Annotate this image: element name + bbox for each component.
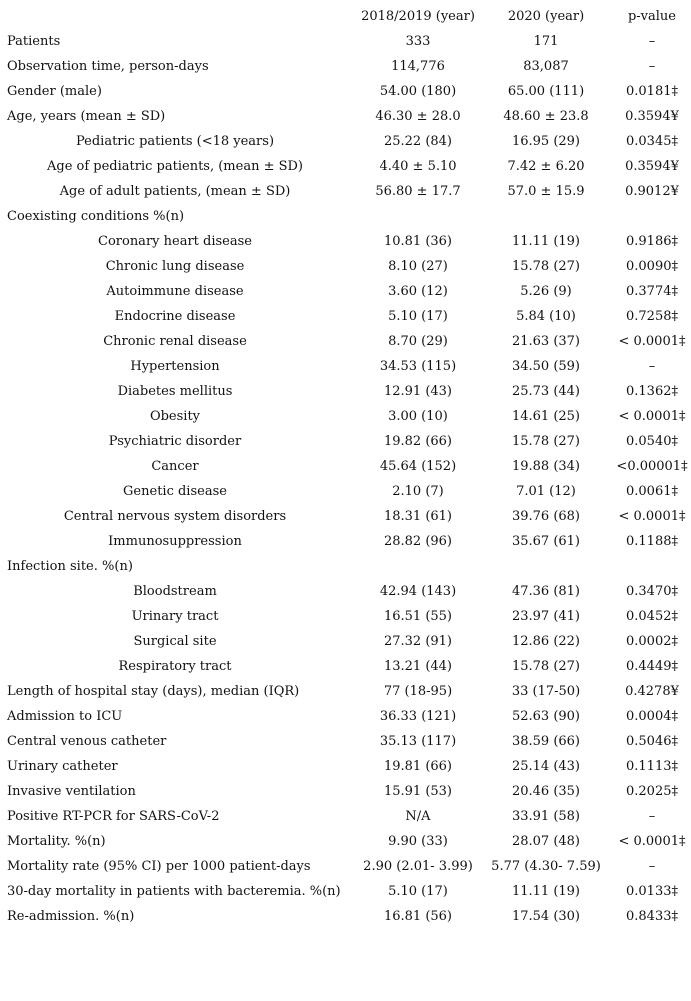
table-row	[0, 704, 691, 729]
table-row	[0, 654, 691, 679]
value-2018-2019: 114,776	[391, 59, 445, 74]
row-label: Age, years (mean ± SD)	[7, 109, 166, 124]
p-value	[606, 554, 691, 579]
value-2018-2019: 25.22 (84)	[383, 134, 453, 149]
value-2020: 11.11 (19)	[511, 884, 581, 899]
table-row	[0, 479, 691, 504]
value-2020: 33.91 (58)	[511, 809, 581, 824]
row-label: Age of adult patients, (mean ± SD)	[59, 184, 291, 199]
table-row	[0, 804, 691, 829]
value-2020: 39.76 (68)	[511, 509, 581, 524]
table-row	[0, 304, 691, 329]
table-row	[0, 154, 691, 179]
value-2018-2019: 8.10 (27)	[388, 259, 448, 274]
value-2020: 15.78 (27)	[511, 259, 581, 274]
value-2020: 15.78 (27)	[511, 659, 581, 674]
table-row	[0, 504, 691, 529]
table-row	[0, 404, 691, 429]
p-value: 0.4449‡	[626, 659, 678, 674]
value-2020: 83,087	[523, 59, 569, 74]
p-value: 0.4278¥	[625, 684, 679, 699]
p-value: 0.0181‡	[626, 84, 678, 99]
value-2018-2019: 2.10 (7)	[392, 484, 444, 499]
p-value: 0.0345‡	[626, 134, 678, 149]
table-row	[0, 129, 691, 154]
row-label: Patients	[7, 34, 61, 49]
table-row	[0, 454, 691, 479]
row-label: Re-admission. %(n)	[7, 909, 135, 924]
value-2018-2019	[350, 204, 486, 229]
row-label: Mortality rate (95% CI) per 1000 patient-days	[7, 859, 311, 874]
value-2018-2019: 56.80 ± 17.7	[375, 184, 461, 199]
table-row	[0, 579, 691, 604]
value-2020: 28.07 (48)	[511, 834, 581, 849]
header-p-value: p-value	[627, 9, 677, 24]
table-row	[0, 379, 691, 404]
table-row	[0, 854, 691, 879]
table-row	[0, 829, 691, 854]
p-value: 0.0540‡	[626, 434, 678, 449]
value-2018-2019: 9.90 (33)	[388, 834, 448, 849]
table-row	[0, 679, 691, 704]
p-value: –	[648, 809, 656, 824]
value-2020: 38.59 (66)	[511, 734, 581, 749]
row-label: Obesity	[149, 409, 201, 424]
value-2020: 25.14 (43)	[511, 759, 581, 774]
value-2020: 47.36 (81)	[511, 584, 581, 599]
table-row	[0, 229, 691, 254]
p-value: –	[648, 59, 656, 74]
value-2020: 11.11 (19)	[511, 234, 581, 249]
p-value: < 0.0001‡	[618, 409, 686, 424]
value-2018-2019: 42.94 (143)	[379, 584, 457, 599]
p-value: 0.3594¥	[625, 109, 679, 124]
value-2020: 35.67 (61)	[511, 534, 581, 549]
value-2018-2019: 2.90 (2.01- 3.99)	[363, 859, 473, 874]
value-2020: 7.01 (12)	[516, 484, 576, 499]
table-row	[0, 779, 691, 804]
p-value: 0.8433‡	[626, 909, 678, 924]
p-value: 0.9012¥	[625, 184, 679, 199]
row-label: Respiratory tract	[118, 659, 232, 674]
value-2018-2019: 4.40 ± 5.10	[379, 159, 457, 174]
p-value: 0.3594¥	[625, 159, 679, 174]
p-value: 0.0090‡	[626, 259, 678, 274]
row-label: Urinary catheter	[7, 759, 118, 774]
row-label: Admission to ICU	[7, 709, 123, 724]
value-2020: 23.97 (41)	[511, 609, 581, 624]
value-2018-2019: N/A	[405, 809, 431, 824]
value-2020: 19.88 (34)	[511, 459, 581, 474]
row-label: 30-day mortality in patients with bacteremia. %(n)	[7, 884, 341, 899]
table-row	[0, 729, 691, 754]
p-value: 0.0004‡	[626, 709, 678, 724]
row-label: Hypertension	[130, 359, 220, 374]
p-value	[606, 204, 691, 229]
value-2018-2019: 46.30 ± 28.0	[375, 109, 461, 124]
p-value: 0.2025‡	[626, 784, 678, 799]
value-2020: 34.50 (59)	[511, 359, 581, 374]
value-2020	[486, 204, 606, 229]
p-value: –	[648, 359, 656, 374]
row-label: Coexisting conditions %(n)	[7, 209, 185, 224]
value-2018-2019: 36.33 (121)	[379, 709, 457, 724]
table-row	[0, 354, 691, 379]
value-2020: 65.00 (111)	[507, 84, 585, 99]
row-label: Infection site. %(n)	[7, 559, 133, 574]
value-2018-2019: 16.81 (56)	[383, 909, 453, 924]
table-row	[0, 754, 691, 779]
header-2018-2019: 2018/2019 (year)	[361, 9, 475, 24]
value-2020: 33 (17-50)	[511, 684, 581, 699]
table-row	[0, 604, 691, 629]
value-2020: 25.73 (44)	[511, 384, 581, 399]
value-2020: 16.95 (29)	[511, 134, 581, 149]
row-label: Central venous catheter	[7, 734, 167, 749]
p-value: <0.00001‡	[616, 459, 688, 474]
value-2020: 14.61 (25)	[511, 409, 581, 424]
p-value: 0.0452‡	[626, 609, 678, 624]
row-label: Chronic lung disease	[105, 259, 245, 274]
row-label: Cancer	[151, 459, 199, 474]
p-value: 0.7258‡	[626, 309, 678, 324]
row-label: Mortality. %(n)	[7, 834, 106, 849]
row-label: Surgical site	[133, 634, 217, 649]
row-label: Central nervous system disorders	[63, 509, 287, 524]
p-value: 0.0133‡	[626, 884, 678, 899]
row-label: Urinary tract	[131, 609, 219, 624]
table-row	[0, 429, 691, 454]
row-label: Endocrine disease	[114, 309, 236, 324]
value-2020: 52.63 (90)	[511, 709, 581, 724]
value-2020: 171	[533, 34, 559, 49]
value-2020: 12.86 (22)	[511, 634, 581, 649]
value-2020: 5.84 (10)	[516, 309, 576, 324]
value-2018-2019	[350, 554, 486, 579]
value-2018-2019: 35.13 (117)	[379, 734, 457, 749]
value-2020: 5.77 (4.30- 7.59)	[491, 859, 601, 874]
value-2020: 48.60 ± 23.8	[503, 109, 589, 124]
table-row	[0, 254, 691, 279]
row-label: Chronic renal disease	[103, 334, 247, 349]
row-label: Observation time, person-days	[7, 59, 209, 74]
row-label: Pediatric patients (<18 years)	[75, 134, 275, 149]
p-value: 0.3470‡	[626, 584, 678, 599]
table-row	[0, 904, 691, 929]
value-2018-2019: 10.81 (36)	[383, 234, 453, 249]
value-2020: 21.63 (37)	[511, 334, 581, 349]
row-label: Positive RT-PCR for SARS-CoV-2	[7, 809, 220, 824]
table-row	[0, 279, 691, 304]
value-2018-2019: 333	[405, 34, 431, 49]
value-2018-2019: 8.70 (29)	[388, 334, 448, 349]
p-value: 0.3774‡	[626, 284, 678, 299]
p-value: < 0.0001‡	[618, 509, 686, 524]
table-row	[0, 329, 691, 354]
table-row	[0, 54, 691, 79]
p-value: 0.1113‡	[626, 759, 678, 774]
header-2020: 2020 (year)	[507, 9, 585, 24]
header-label-cell	[0, 4, 350, 29]
table-row	[0, 529, 691, 554]
value-2018-2019: 3.00 (10)	[388, 409, 448, 424]
row-label: Autoimmune disease	[106, 284, 244, 299]
p-value: < 0.0001‡	[618, 334, 686, 349]
p-value: 0.5046‡	[626, 734, 678, 749]
value-2020: 5.26 (9)	[520, 284, 572, 299]
table-row	[0, 204, 691, 229]
p-value: 0.1362‡	[626, 384, 678, 399]
p-value: 0.1188‡	[626, 534, 678, 549]
value-2018-2019: 5.10 (17)	[388, 309, 448, 324]
value-2018-2019: 5.10 (17)	[388, 884, 448, 899]
value-2018-2019: 12.91 (43)	[383, 384, 453, 399]
p-value: –	[648, 34, 656, 49]
value-2018-2019: 27.32 (91)	[383, 634, 453, 649]
row-label: Immunosuppression	[108, 534, 242, 549]
row-label: Diabetes mellitus	[117, 384, 233, 399]
row-label: Genetic disease	[123, 484, 227, 499]
value-2018-2019: 54.00 (180)	[379, 84, 457, 99]
value-2018-2019: 16.51 (55)	[383, 609, 453, 624]
value-2018-2019: 3.60 (12)	[388, 284, 448, 299]
value-2018-2019: 77 (18-95)	[383, 684, 453, 699]
value-2020: 17.54 (30)	[511, 909, 581, 924]
row-label: Gender (male)	[7, 84, 102, 99]
value-2020: 15.78 (27)	[511, 434, 581, 449]
table-row	[0, 879, 691, 904]
row-label: Length of hospital stay (days), median (IQR)	[7, 684, 300, 699]
value-2018-2019: 28.82 (96)	[383, 534, 453, 549]
data-table	[0, 4, 691, 929]
row-label: Psychiatric disorder	[108, 434, 242, 449]
row-label: Invasive ventilation	[7, 784, 136, 799]
value-2018-2019: 34.53 (115)	[379, 359, 457, 374]
row-label: Bloodstream	[133, 584, 217, 599]
row-label: Coronary heart disease	[98, 234, 252, 249]
p-value: 0.0002‡	[626, 634, 678, 649]
value-2020: 57.0 ± 15.9	[507, 184, 585, 199]
header-row	[0, 4, 691, 29]
value-2020	[486, 554, 606, 579]
p-value: –	[648, 859, 656, 874]
value-2018-2019: 18.31 (61)	[383, 509, 453, 524]
p-value: < 0.0001‡	[618, 834, 686, 849]
table-row	[0, 629, 691, 654]
value-2020: 20.46 (35)	[511, 784, 581, 799]
value-2020: 7.42 ± 6.20	[507, 159, 585, 174]
value-2018-2019: 45.64 (152)	[379, 459, 457, 474]
value-2018-2019: 19.82 (66)	[383, 434, 453, 449]
table-row	[0, 554, 691, 579]
value-2018-2019: 13.21 (44)	[383, 659, 453, 674]
p-value: 0.0061‡	[626, 484, 678, 499]
p-value: 0.9186‡	[626, 234, 678, 249]
table-row	[0, 179, 691, 204]
table-row	[0, 29, 691, 54]
table-row	[0, 79, 691, 104]
value-2018-2019: 15.91 (53)	[383, 784, 453, 799]
row-label: Age of pediatric patients, (mean ± SD)	[46, 159, 303, 174]
table-row	[0, 104, 691, 129]
value-2018-2019: 19.81 (66)	[383, 759, 453, 774]
